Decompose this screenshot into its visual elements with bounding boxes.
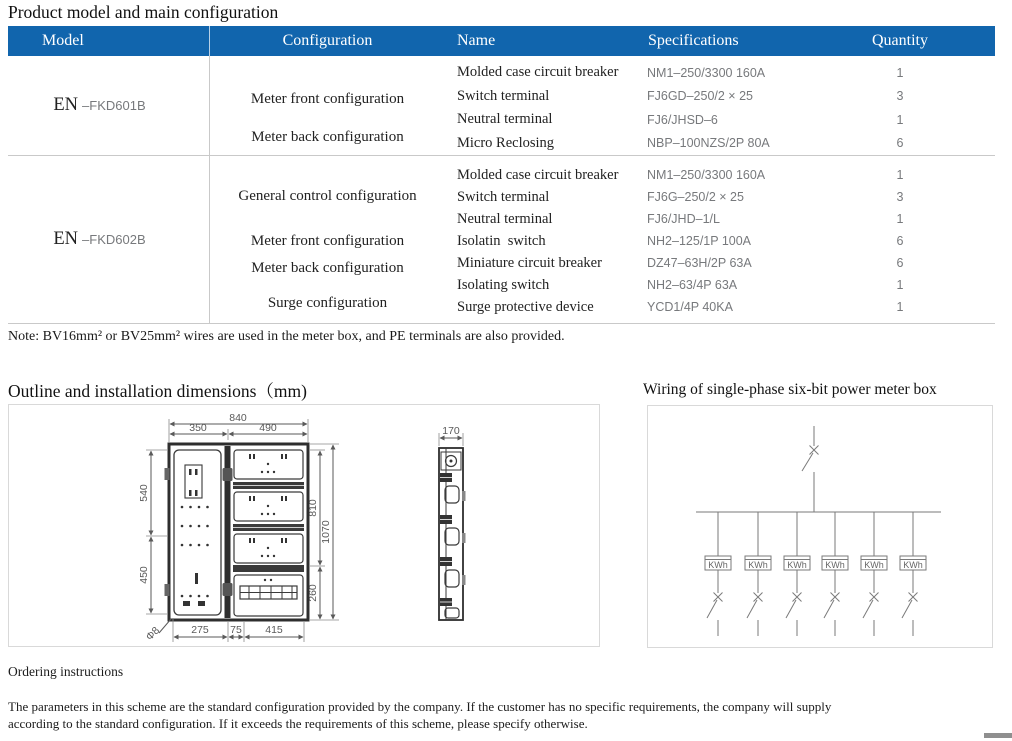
dim-label-810: 810 (307, 499, 319, 517)
item-spec: FJ6/JHSD–6 (647, 112, 718, 127)
items-cell (445, 156, 995, 323)
model-prefix: EN (53, 229, 79, 249)
item-name: Neutral terminal (457, 210, 553, 227)
outline-drawing-panel (8, 404, 600, 647)
column-header-configuration: Configuration (282, 32, 373, 49)
incoming-breaker-symbol (696, 426, 941, 512)
item-row (445, 85, 995, 109)
column-header-name: Name (457, 32, 496, 49)
kwh-meter-label: KWh (708, 560, 728, 570)
meter-branch (822, 512, 848, 636)
items-cell (445, 56, 995, 155)
branch-breaker-blade (747, 600, 757, 618)
dim-label-170: 170 (442, 425, 460, 437)
dim-label-450: 450 (138, 566, 150, 584)
meter-branch (784, 512, 810, 636)
column-header-model: Model (8, 26, 210, 56)
configuration-label: Meter back configuration (251, 260, 404, 276)
branch-breaker-blade (863, 600, 873, 618)
configuration-label: Meter back configuration (251, 129, 404, 145)
dim-label-260: 260 (307, 584, 319, 602)
item-row (445, 61, 995, 85)
item-spec: DZ47–63H/2P 63A (647, 256, 752, 270)
item-name: Switch terminal (457, 188, 550, 205)
item-spec: NM1–250/3300 160A (647, 168, 766, 182)
item-spec: NBP–100NZS/2P 80A (647, 136, 770, 151)
table-header-row (8, 26, 995, 56)
model-suffix: –FKD602B (82, 232, 146, 247)
section-title-outline-dimensions: Outline and installation dimensions（mm) (8, 381, 307, 401)
model-cell (8, 56, 210, 155)
item-row (445, 132, 995, 156)
item-spec: NH2–125/1P 100A (647, 234, 752, 248)
item-row (445, 230, 995, 252)
branch-breaker-blade (902, 600, 912, 618)
wiring-diagram-panel (647, 405, 993, 648)
item-name: Neutral terminal (457, 111, 553, 128)
item-spec: NM1–250/3300 160A (647, 65, 766, 80)
meter-branch (745, 512, 771, 636)
item-qty: 1 (896, 300, 904, 314)
wiring-diagram (648, 406, 992, 647)
item-qty: 1 (896, 65, 904, 80)
item-qty: 1 (896, 168, 904, 182)
item-qty: 6 (896, 136, 904, 151)
table-body (8, 56, 995, 324)
item-name: Micro Reclosing (457, 134, 555, 151)
dim-label-490: 490 (259, 422, 277, 434)
meter-branches (705, 512, 926, 636)
item-row (445, 164, 995, 186)
item-row (445, 108, 995, 132)
dim-label-275: 275 (191, 624, 209, 636)
item-spec: YCD1/4P 40KA (647, 300, 733, 314)
item-qty: 3 (896, 89, 904, 104)
configuration-label: Surge configuration (267, 295, 388, 311)
item-spec: FJ6G–250/2 × 25 (647, 190, 744, 204)
item-name: Switch terminal (457, 87, 550, 104)
column-header-specifications: Specifications (648, 32, 739, 49)
page-corner-mark (984, 733, 1012, 738)
item-name: Isolating switch (457, 276, 550, 293)
branch-breaker-blade (824, 600, 834, 618)
outline-dimension-drawing (9, 405, 601, 648)
dim-label-540: 540 (138, 484, 150, 502)
meter-branch (861, 512, 887, 636)
item-name: Molded case circuit breaker (457, 166, 619, 183)
side-view-drawing (439, 425, 466, 620)
item-qty: 3 (896, 190, 904, 204)
configuration-cell (210, 56, 445, 155)
kwh-meter-label: KWh (748, 560, 768, 570)
meter-branch (705, 512, 731, 636)
item-spec: NH2–63/4P 63A (647, 278, 738, 292)
dim-label-840: 840 (229, 412, 247, 424)
dim-label-75: 75 (230, 624, 242, 636)
dim-label-hole: Φ8 (143, 624, 163, 644)
model-prefix: EN (53, 95, 79, 115)
dim-label-415: 415 (265, 624, 283, 636)
configuration-label: General control configuration (238, 188, 417, 204)
configuration-cell (210, 156, 445, 323)
branch-breaker-blade (707, 600, 717, 618)
item-spec: FJ6/JHD–1/L (647, 212, 720, 226)
item-qty: 1 (896, 278, 904, 292)
meter-branch (900, 512, 926, 636)
note-text: Note: BV16mm² or BV25mm² wires are used in the meter box, and PE terminals are also provided. (8, 329, 565, 344)
item-name: Isolatin switch (457, 232, 546, 249)
kwh-meter-label: KWh (825, 560, 845, 570)
item-row (445, 296, 995, 318)
column-header-quantity: Quantity (872, 32, 928, 49)
item-name: Surge protective device (457, 298, 594, 315)
item-name: Miniature circuit breaker (457, 254, 602, 271)
kwh-meter-label: KWh (864, 560, 884, 570)
configuration-label: Meter front configuration (250, 233, 405, 249)
product-configuration-table (8, 26, 995, 324)
item-name: Molded case circuit breaker (457, 64, 619, 81)
model-suffix: –FKD601B (82, 98, 146, 113)
item-qty: 1 (896, 112, 904, 127)
section-title-wiring: Wiring of single-phase six-bit power meter box (643, 381, 937, 398)
item-row (445, 274, 995, 296)
ordering-instructions-title: Ordering instructions (8, 664, 124, 679)
item-qty: 1 (896, 212, 904, 226)
front-view-drawing (165, 444, 309, 620)
item-row (445, 252, 995, 274)
section-title-product-config: Product model and main configuration (8, 2, 279, 22)
item-row (445, 208, 995, 230)
table-row (8, 56, 995, 156)
configuration-label: Meter front configuration (250, 91, 405, 107)
kwh-meter-label: KWh (903, 560, 923, 570)
model-cell (8, 156, 210, 323)
item-qty: 6 (896, 256, 904, 270)
kwh-meter-label: KWh (787, 560, 807, 570)
ordering-instructions-text: The parameters in this scheme are the standard configuration provided by the company. If the customer has no specific requirements, the company will supply according to the standard configuration. If it exceeds the requirements of this scheme, please specify otherwise. (8, 699, 832, 731)
dim-label-1070: 1070 (320, 520, 332, 544)
item-qty: 6 (896, 234, 904, 248)
branch-breaker-blade (786, 600, 796, 618)
item-row (445, 186, 995, 208)
dim-label-350: 350 (189, 422, 207, 434)
item-spec: FJ6GD–250/2 × 25 (647, 89, 753, 104)
table-row (8, 156, 995, 324)
